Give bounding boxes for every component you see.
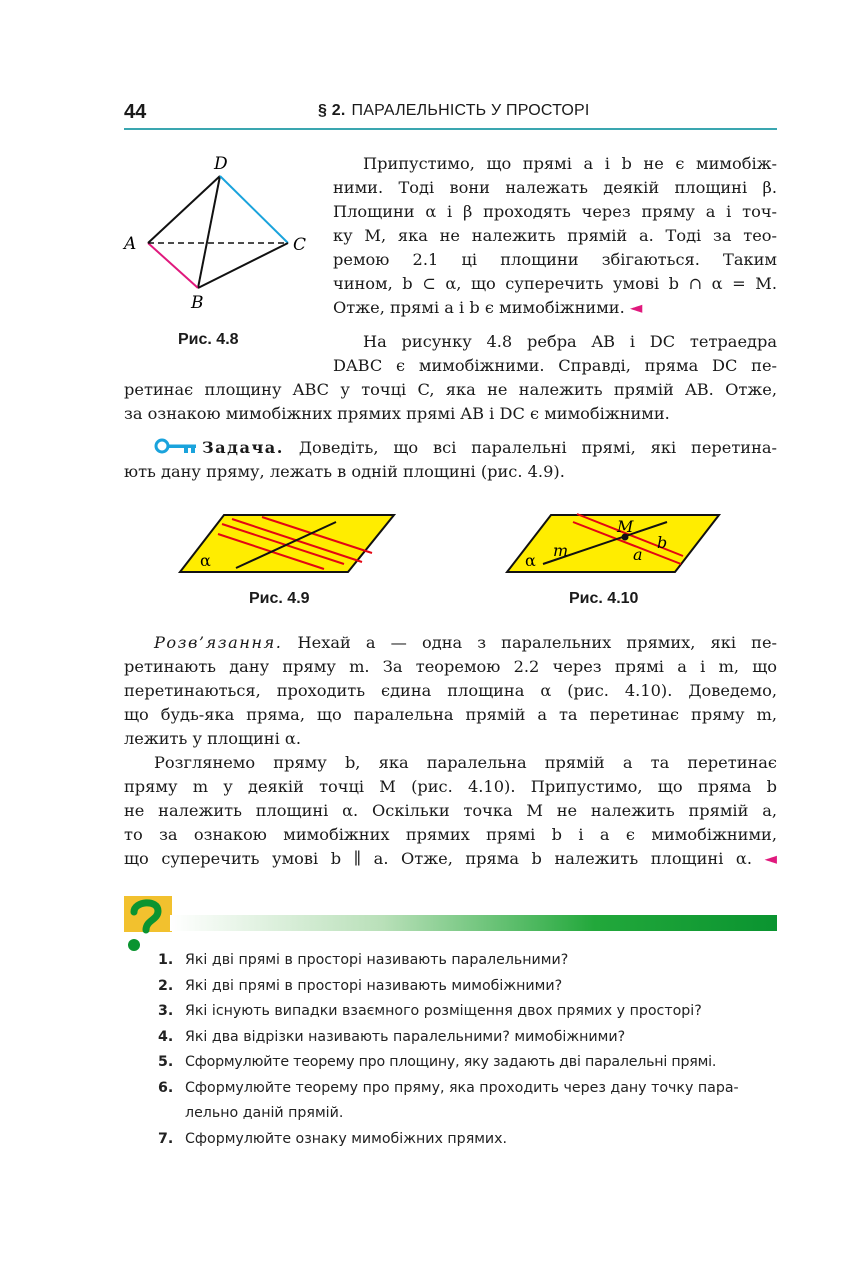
question-item	[158, 1050, 778, 1076]
question-mark-icon	[124, 896, 172, 956]
plane-label-alpha: α	[525, 551, 536, 570]
paragraph-figure-4-8-cont	[124, 378, 777, 426]
text-line: DABC є мимобіжними. Справді, пряма DC пе-	[333, 356, 777, 375]
key-icon	[154, 437, 198, 455]
text-line: ють дану пряму, лежать в одній площині (рис. 4.9).	[124, 462, 565, 481]
label-m: m	[553, 541, 569, 560]
text-line: ку M, яка не належить прямій a. Тоді за тео-	[333, 226, 777, 245]
question-number: 1.	[158, 952, 174, 968]
label-M: M	[617, 517, 634, 536]
question-item	[158, 1025, 778, 1051]
section-number: § 2.	[318, 102, 346, 119]
caption-fig-4-9: Рис. 4.9	[249, 590, 310, 607]
question-number: 7.	[158, 1130, 174, 1147]
question-number: 6.	[158, 1079, 174, 1096]
text-line: за ознакою мимобіжних прямих прямі AB і DC є мимобіжними.	[124, 404, 670, 423]
label-B: B	[191, 293, 204, 313]
solution-text: Нехай a — одна з паралельних прямих, які пе-	[297, 633, 778, 652]
running-header	[318, 102, 590, 120]
text-line: ретинає площину ABC у точці C, яка не належить прямій AB. Отже,	[124, 380, 777, 399]
text-line: Отже, прямі a і b є мимобіжними. ◄	[333, 298, 643, 317]
text-line: перетинаються, проходить єдина площина α (рис. 4.10). Доведемо,	[124, 681, 777, 700]
question-text: Які дві прямі в просторі називають паралельними?	[185, 952, 569, 968]
question-text: Сформулюйте теорему про площину, яку задають дві паралельні прямі.	[185, 1054, 717, 1070]
text-line: то за ознакою мимобіжних прямих прямі b і a є мимобіжними,	[124, 825, 777, 844]
edge-DC	[220, 176, 288, 243]
text-line: що суперечить умові b ∥ a. Отже, пряма b належить площині α. ◄	[124, 849, 777, 868]
text-line: чином, b ⊂ α, що суперечить умові b ∩ α = M.	[333, 274, 777, 293]
caption-fig-4-10: Рис. 4.10	[569, 590, 639, 607]
text-line: На рисунку 4.8 ребра AB і DC тетраедра	[363, 332, 777, 351]
questions-bar	[170, 915, 777, 931]
question-item	[158, 1127, 778, 1153]
question-text: Сформулюйте ознаку мимобіжних прямих.	[185, 1130, 508, 1147]
question-number: 2.	[158, 977, 174, 994]
figure-4-10	[505, 508, 727, 580]
question-text: Які дві прямі в просторі називають мимобіжними?	[185, 977, 563, 994]
question-number: 4.	[158, 1028, 174, 1045]
plane-alpha	[507, 515, 719, 572]
task-line-1	[124, 436, 777, 460]
label-b: b	[657, 533, 668, 552]
task-text: Доведіть, що всі паралельні прямі, які перетина-	[298, 438, 777, 457]
text-line: ретинають дану пряму m. За теоремою 2.2 через прямі a і m, що	[124, 657, 777, 676]
question-text: Які існують випадки взаємного розміщення двох прямих у просторі?	[185, 1003, 702, 1019]
task-label: Задача.	[202, 438, 284, 457]
section-title: ПАРАЛЕЛЬНІСТЬ У ПРОСТОРІ	[351, 102, 590, 119]
text-line: Площини α і β проходять через пряму a і точ-	[333, 202, 777, 221]
label-a: a	[633, 545, 643, 564]
end-of-proof-mark: ◄	[629, 298, 643, 317]
task-block	[124, 436, 777, 484]
solution-paragraph	[124, 631, 777, 751]
end-of-proof-mark: ◄	[764, 849, 777, 868]
text-line: Припустимо, що прямі a і b не є мимобіж-	[363, 154, 777, 173]
plane-label-alpha: α	[200, 551, 211, 570]
text-line: не належить площині α. Оскільки точка M не належить прямій a,	[124, 801, 777, 820]
text-line: ремою 2.1 ці площини збігаються. Таким	[333, 250, 777, 269]
edge-BC	[198, 243, 288, 288]
edge-AB	[148, 243, 198, 288]
question-item	[158, 974, 778, 1000]
question-text: Сформулюйте теорему про пряму, яка проходить через дану точку пара-лельно даній прямій.	[185, 1079, 739, 1121]
question-number: 3.	[158, 1003, 174, 1019]
questions-list	[158, 948, 778, 1152]
label-A: A	[124, 234, 137, 254]
text-line: Розглянемо пряму b, яка паралельна прямій a та перетинає	[154, 753, 777, 772]
paragraph-assumption	[333, 152, 777, 320]
page-number: 44	[124, 101, 147, 123]
question-item	[158, 1076, 778, 1127]
label-C: C	[293, 235, 307, 255]
question-number: 5.	[158, 1054, 174, 1070]
text-line: лежить у площині α.	[124, 729, 301, 748]
solution-label: Розв’язання.	[154, 633, 283, 652]
caption-fig-4-8: Рис. 4.8	[178, 331, 239, 348]
proof-paragraph	[124, 751, 777, 871]
text-line: ними. Тоді вони належать деякій площині β.	[333, 178, 777, 197]
solution-line-1	[124, 631, 777, 655]
text-line: пряму m у деякій точці M (рис. 4.10). Припустимо, що пряма b	[124, 777, 777, 796]
label-D: D	[214, 154, 228, 174]
figure-4-8	[118, 150, 318, 320]
figure-4-9	[176, 508, 402, 580]
question-item	[158, 999, 778, 1025]
question-item	[158, 948, 778, 974]
text-line: що будь-яка пряма, що паралельна прямій a та перетинає пряму m,	[124, 705, 777, 724]
question-text: Які два відрізки називають паралельними? мимобіжними?	[185, 1028, 626, 1045]
paragraph-figure-4-8	[333, 330, 777, 378]
header-rule	[124, 128, 777, 130]
